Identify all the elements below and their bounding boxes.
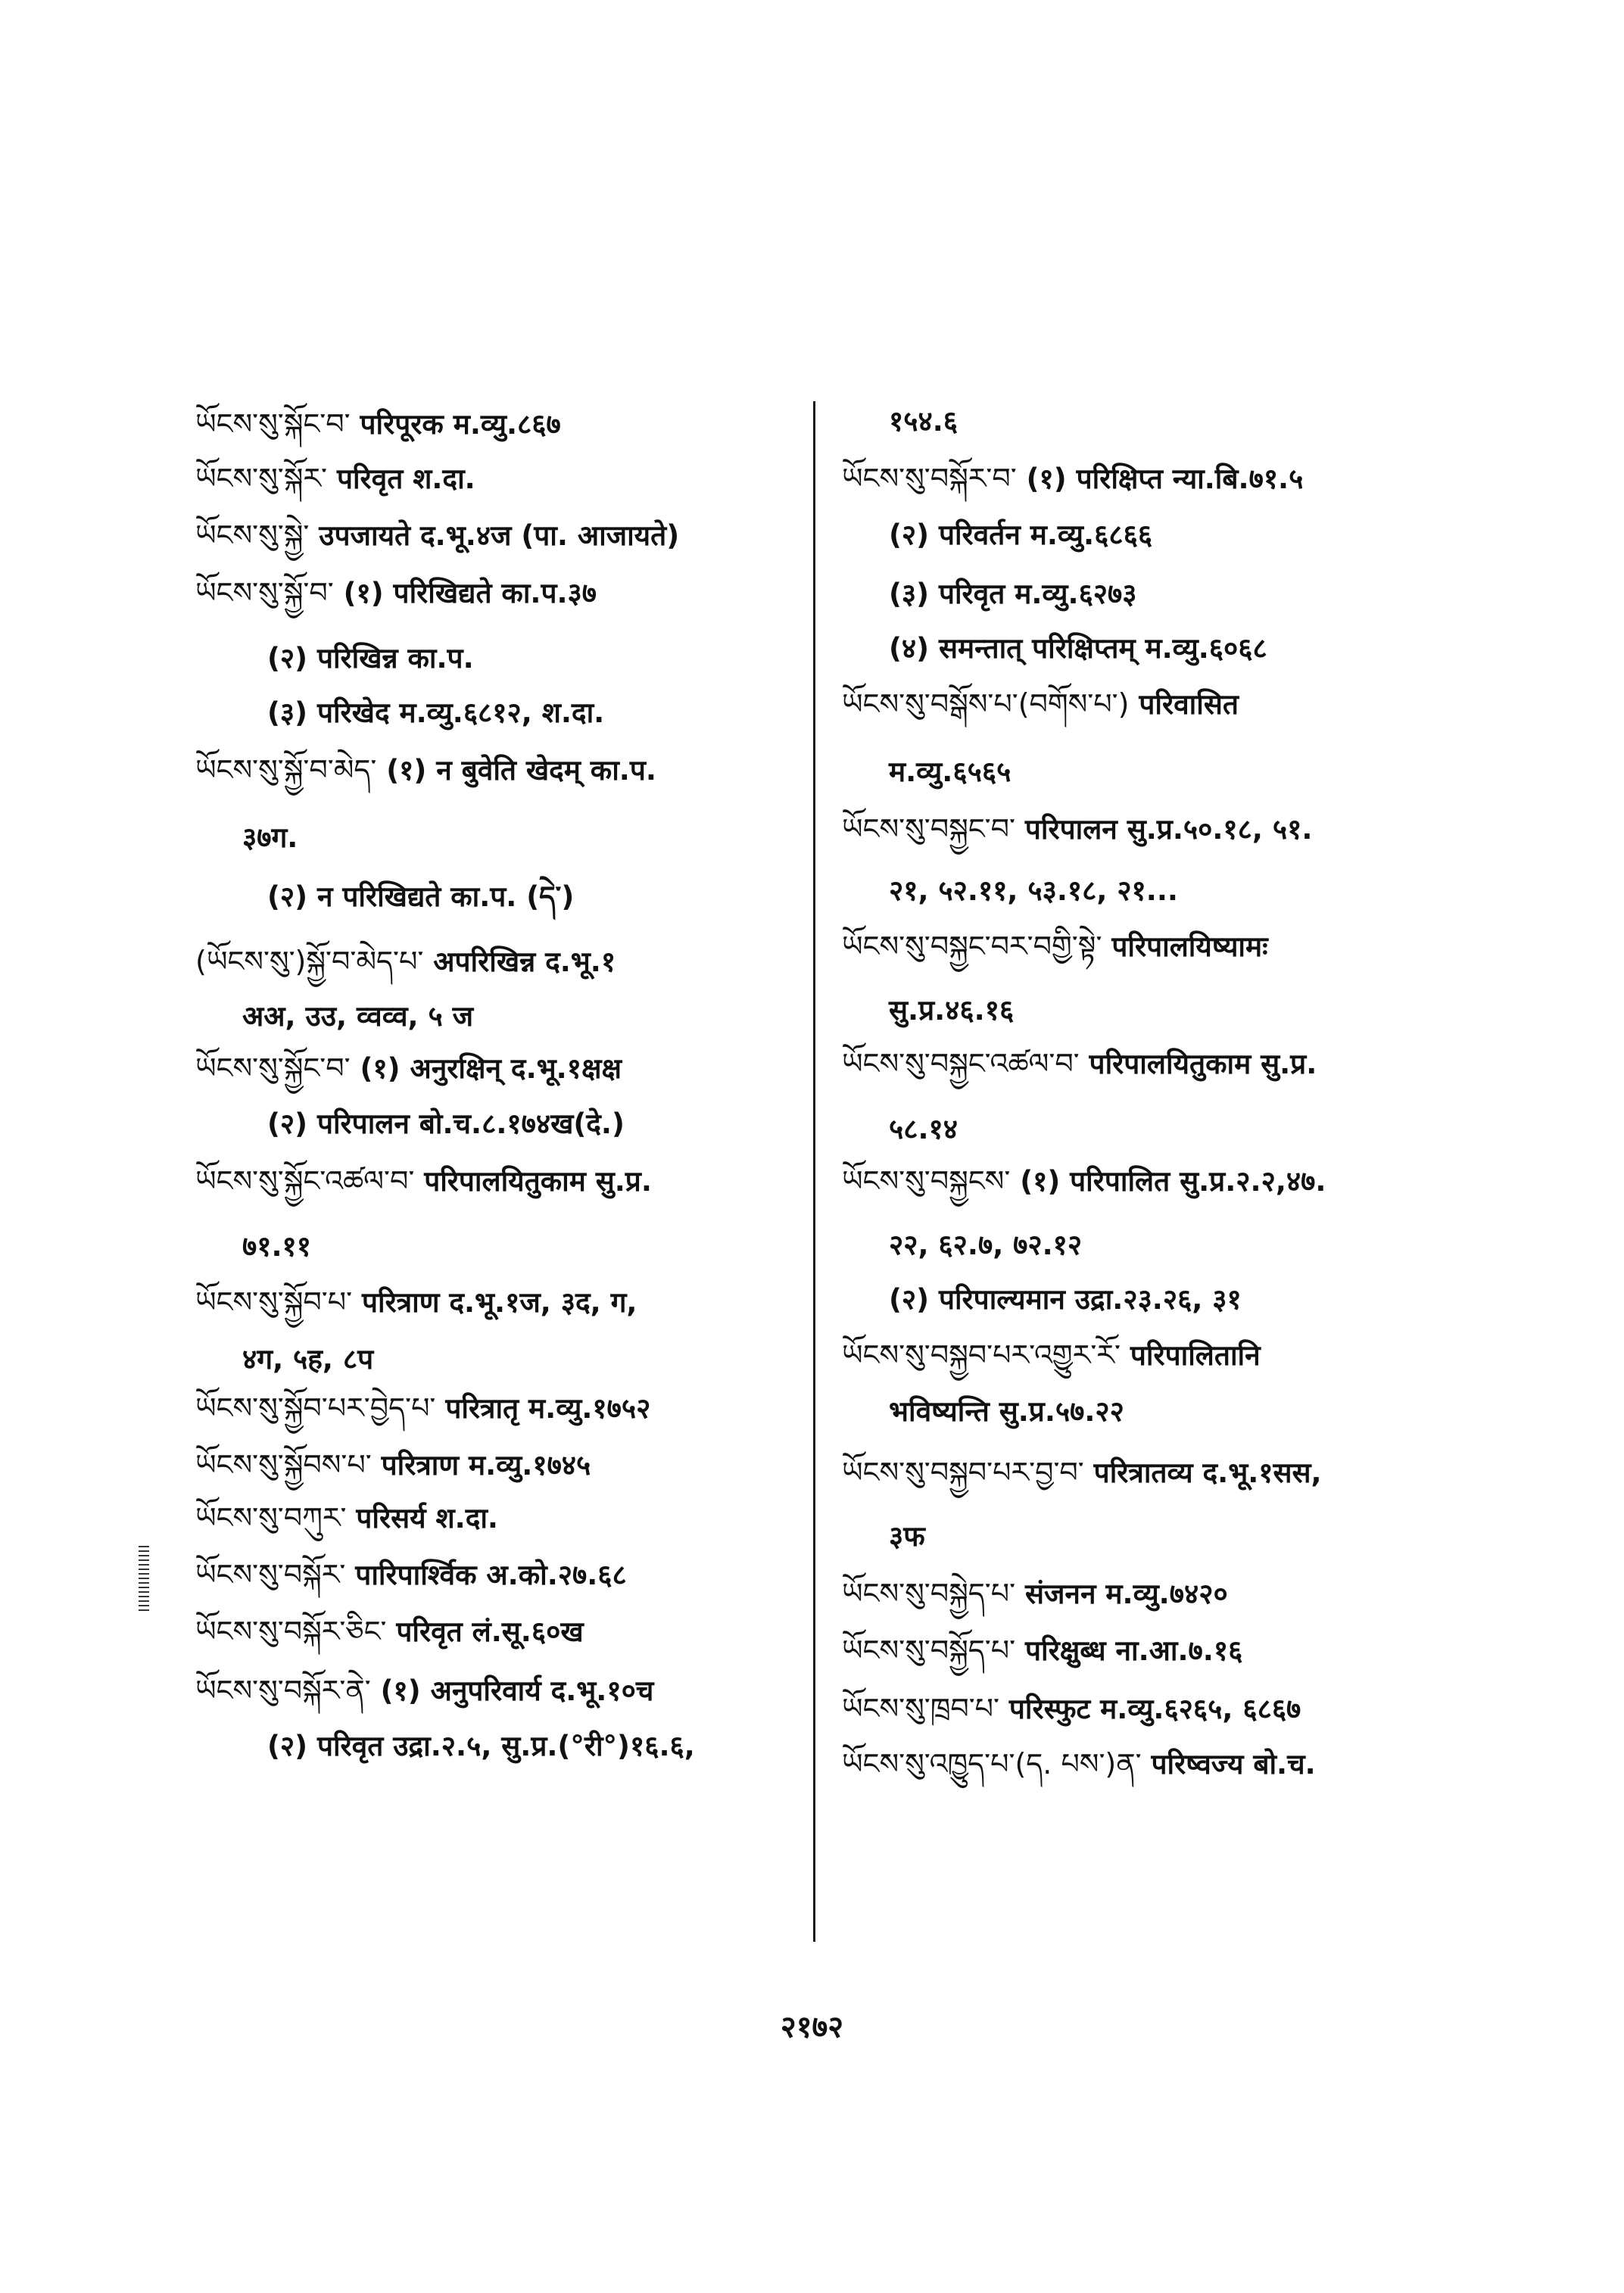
dictionary-entry	[842, 1453, 1322, 1492]
tibetan-headword: ཡོངས་སུ་སྐྱོབ་པ་	[195, 1285, 353, 1319]
dictionary-entry	[242, 998, 473, 1036]
sanskrit-equivalent: परिवृत लं.सू.६०ख	[396, 1615, 584, 1648]
dictionary-entry	[842, 1745, 1316, 1784]
dictionary-entry	[889, 1393, 1124, 1431]
tibetan-headword: ཡོངས་སུ་བསྐྱང་བར་བགྱི་སྟེ་	[842, 930, 1102, 963]
sanskrit-equivalent: परित्रातव्य द.भू.१सस,	[1093, 1456, 1322, 1489]
tibetan-headword: ཡོངས་སུ་བསྐྱེད་པ་	[842, 1577, 1016, 1610]
dictionary-entry	[889, 1518, 925, 1556]
sanskrit-equivalent: अपरिखिन्न द.भू.१	[433, 946, 616, 978]
dictionary-entry	[195, 405, 561, 444]
dictionary-entry	[195, 1671, 653, 1710]
sanskrit-equivalent: परिपालितानि	[1130, 1339, 1261, 1372]
dictionary-entry	[889, 1226, 1082, 1264]
sanskrit-equivalent: (२) परिखिन्न का.प.	[267, 642, 474, 675]
tibetan-headword: ཡོངས་སུ་བསྐྱངས་	[842, 1164, 1011, 1198]
sanskrit-equivalent: परित्राण द.भू.१ज, ३द, ग,	[361, 1286, 637, 1319]
tibetan-headword: ཡོངས་སུ་སྐྱོ་བ་	[195, 576, 334, 609]
dictionary-entry	[267, 640, 474, 678]
sanskrit-equivalent: (१) अनुरक्षिन् द.भू.१क्षक्ष	[360, 1052, 622, 1085]
sanskrit-equivalent: २२, ६२.७, ७२.१२	[889, 1229, 1083, 1261]
tibetan-headword: ཡོངས་སུ་སྐོར་	[195, 462, 328, 495]
dictionary-entry	[889, 1281, 1242, 1319]
dictionary-entry	[195, 1499, 498, 1537]
tibetan-headword: ཡོངས་སུ་བསྐྱབ་པར་བྱ་བ་	[842, 1456, 1084, 1489]
tibetan-headword: ཡོངས་སུ་བསྐོར་	[195, 1558, 346, 1591]
dictionary-entry	[242, 819, 298, 857]
sanskrit-equivalent: (१) न बुवेति खेदम् का.प.	[386, 754, 656, 787]
sanskrit-equivalent: (२) परिपाल्यमान उद्रा.२३.२६, ३१	[889, 1283, 1242, 1316]
sanskrit-equivalent: (२) न परिखिद्यते का.प. (དེ་)	[267, 880, 575, 913]
dictionary-entry	[242, 1341, 373, 1379]
tibetan-headword: ཡོངས་སུ་སྐྱོ་བ་མེད་	[195, 753, 377, 787]
tibetan-headword: ཡོངས་སུ་སྐྱེ་	[195, 519, 310, 552]
sanskrit-equivalent: (४) समन्तात् परिक्षिप्तम् म.व्यु.६०६८	[889, 632, 1267, 665]
dictionary-entry	[889, 630, 1267, 668]
dictionary-entry	[195, 1049, 622, 1088]
sanskrit-equivalent: २१, ५२.११, ५३.१८, २१...	[889, 874, 1178, 907]
tibetan-headword: ཡོངས་སུ་སྐྱོང་བ་	[195, 1051, 351, 1085]
sanskrit-equivalent: परित्राण म.व्यु.१७४५	[381, 1449, 591, 1481]
sanskrit-equivalent: परिपालयितुकाम सु.प्र.	[1089, 1048, 1317, 1080]
dictionary-entry	[195, 1556, 627, 1594]
sanskrit-equivalent: परिवासित	[1139, 688, 1239, 721]
sanskrit-equivalent: परिसर्य श.दा.	[356, 1502, 498, 1534]
dictionary-entry	[195, 942, 616, 981]
sanskrit-equivalent: परिपालन सु.प्र.५०.१८, ५१.	[1024, 813, 1313, 846]
dictionary-entry	[267, 878, 574, 916]
sanskrit-equivalent: (१) परिक्षिप्त न्या.बि.७१.५	[1026, 463, 1304, 495]
sanskrit-equivalent: (१) परिपालित सु.प्र.२.२,४७.	[1020, 1165, 1326, 1198]
sanskrit-equivalent: ७१.११	[242, 1230, 312, 1263]
dictionary-entry	[242, 1228, 311, 1266]
sanskrit-equivalent: (१) परिखिद्यते का.प.३७	[343, 577, 597, 609]
sanskrit-equivalent: ३फ	[889, 1520, 925, 1553]
sanskrit-equivalent: पारिपार्श्विक अ.को.२७.६८	[355, 1559, 627, 1591]
sanskrit-equivalent: (१) अनुपरिवार्य द.भू.१०च	[380, 1675, 654, 1707]
tibetan-headword: ཡོངས་སུ་བསྐྱོད་པ་	[842, 1634, 1016, 1667]
sanskrit-equivalent: भविष्यन्ति सु.प्र.५७.२२	[889, 1395, 1124, 1428]
dictionary-entry	[195, 751, 656, 790]
tibetan-headword: ཡོངས་སུ་སྐྱོབ་པར་བྱེད་པ་	[195, 1391, 436, 1425]
dictionary-entry	[267, 1105, 625, 1143]
dictionary-entry	[889, 403, 958, 441]
tibetan-headword: ཡོངས་སུ་བསྐྱང་བ་	[842, 812, 1015, 846]
dictionary-entry	[842, 685, 1239, 724]
sanskrit-equivalent: (२) परिवर्तन म.व्यु.६८६६	[889, 519, 1153, 551]
tibetan-headword: ཡོངས་སུ་འཁྱུད་པ་(ད. པས་)ན་	[842, 1747, 1142, 1781]
tibetan-headword: ཡོངས་སུ་བསྐོར་ནེ་	[195, 1674, 371, 1707]
tibetan-headword: ཡོངས་སུ་བཀུར་	[195, 1501, 347, 1534]
tibetan-headword: ཡོངས་སུ་བསྐོར་ཅིང་	[195, 1615, 387, 1648]
dictionary-entry	[195, 460, 475, 498]
sanskrit-equivalent: सु.प्र.४६.१६	[889, 994, 1015, 1027]
sanskrit-equivalent: परिवृत श.दा.	[336, 463, 475, 495]
dictionary-entry	[195, 1162, 652, 1201]
dictionary-entry	[195, 574, 597, 612]
dictionary-entry	[267, 694, 604, 732]
sanskrit-equivalent: परिष्वज्य बो.च.	[1151, 1748, 1316, 1781]
dictionary-entry	[842, 810, 1312, 849]
column-divider	[813, 401, 815, 1942]
dictionary-entry	[195, 516, 679, 555]
tibetan-headword: (ཡོངས་སུ་)སྐྱོ་བ་མེད་པ་	[195, 945, 424, 978]
tibetan-headword: ཡོངས་སུ་བསྐོར་བ་	[842, 462, 1017, 495]
sanskrit-equivalent: ४ग, ५ह, ८प	[242, 1343, 374, 1375]
sanskrit-equivalent: परिपालयिष्यामः	[1111, 930, 1268, 963]
dictionary-entry	[842, 1631, 1242, 1670]
dictionary-entry	[889, 575, 1137, 613]
sanskrit-equivalent: परिपूरक म.व्यु.८६७	[360, 408, 561, 441]
sanskrit-equivalent: १५४.६	[889, 405, 959, 438]
dictionary-entry	[889, 992, 1014, 1030]
sanskrit-equivalent: परिस्फुट म.व्यु.६२६५, ६८६७	[1008, 1693, 1301, 1725]
tibetan-headword: ཡོངས་སུ་སྐོང་བ་	[195, 407, 351, 441]
sanskrit-equivalent: म.व्यु.६५६५	[889, 756, 1011, 788]
dictionary-entry	[842, 927, 1268, 966]
tibetan-headword: ཡོངས་སུ་སྐྱོབས་པ་	[195, 1448, 372, 1481]
dictionary-entry	[267, 1728, 695, 1765]
dictionary-entry	[195, 1446, 591, 1485]
dictionary-entry	[889, 753, 1011, 791]
dictionary-entry	[889, 1111, 958, 1148]
dictionary-entry	[842, 1045, 1317, 1083]
sanskrit-equivalent: (३) परिवृत म.व्यु.६२७३	[889, 578, 1137, 610]
tibetan-headword: ཡོངས་སུ་བསྐྱབ་པར་འགྱུར་རོ་	[842, 1338, 1121, 1372]
sanskrit-equivalent: अअ, उउ, व्वव्व, ५ ज	[242, 1000, 474, 1033]
margin-mark	[139, 1546, 149, 1614]
sanskrit-equivalent: ५८.१४	[889, 1113, 959, 1145]
sanskrit-equivalent: परित्रातृ म.व्यु.१७५२	[445, 1392, 651, 1425]
dictionary-entry	[889, 872, 1178, 910]
tibetan-headword: ཡོངས་སུ་སྐྱོང་འཚལ་བ་	[195, 1164, 415, 1198]
dictionary-entry	[842, 460, 1303, 498]
sanskrit-equivalent: संजनन म.व्यु.७४२०	[1024, 1578, 1228, 1610]
sanskrit-equivalent: (३) परिखेद म.व्यु.६८१२, श.दा.	[267, 696, 605, 729]
dictionary-entry	[195, 1612, 584, 1651]
sanskrit-equivalent: उपजायते द.भू.४ज (पा. आजायते)	[319, 519, 680, 552]
dictionary-entry	[842, 1575, 1228, 1613]
sanskrit-equivalent: ३७ग.	[242, 821, 298, 854]
tibetan-headword: ཡོངས་སུ་བསྒོས་པ་(བགོས་པ་)	[842, 687, 1130, 721]
dictionary-entry	[195, 1389, 650, 1428]
dictionary-entry	[842, 1336, 1261, 1375]
sanskrit-equivalent: (२) परिवृत उद्रा.२.५, सु.प्र.(°री°)१६.६,	[267, 1730, 695, 1762]
sanskrit-equivalent: परिक्षुब्ध ना.आ.७.१६	[1024, 1634, 1243, 1667]
dictionary-entry	[842, 1690, 1301, 1728]
dictionary-entry	[889, 516, 1152, 554]
tibetan-headword: ཡོངས་སུ་ཁྲབ་པ་	[842, 1692, 1000, 1725]
dictionary-entry	[842, 1162, 1326, 1201]
page-number: २१७२	[780, 2010, 844, 2045]
tibetan-headword: ཡོངས་སུ་བསྐྱང་འཚལ་བ་	[842, 1047, 1080, 1080]
sanskrit-equivalent: (२) परिपालन बो.च.८.१७४ख(दे.)	[267, 1108, 625, 1140]
sanskrit-equivalent: परिपालयितुकाम सु.प्र.	[424, 1165, 652, 1198]
dictionary-entry	[195, 1283, 637, 1322]
